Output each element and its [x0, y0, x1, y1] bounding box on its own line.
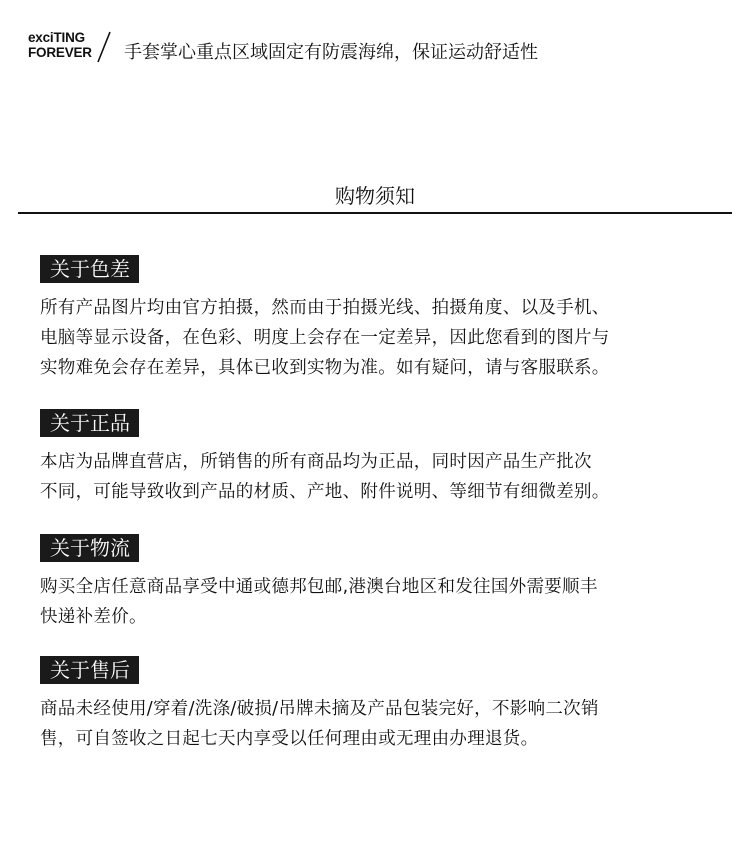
- after-sales-block: [40, 656, 730, 754]
- after-sales-text: [40, 694, 730, 754]
- brand-logo: [28, 30, 94, 60]
- text-line: 不同，可能导致收到产品的材质、产地、附件说明、等细节有细微差别。: [40, 482, 610, 502]
- banner-text: 手套掌心重点区域固定有防震海绵，保证运动舒适性: [124, 42, 538, 63]
- text-line: 购买全店任意商品享受中通或德邦包邮,港澳台地区和发往国外需要顺丰: [40, 577, 598, 597]
- text-line: 售，可自签收之日起七天内享受以任何理由或无理由办理退货。: [40, 729, 539, 749]
- color-difference-block: [40, 255, 730, 383]
- logistics-text: [40, 572, 730, 632]
- text-line: 快递补差价。: [40, 607, 147, 627]
- text-line: 商品未经使用/穿着/洗涤/破损/吊牌未摘及产品包装完好，不影响二次销: [40, 699, 599, 719]
- text-line: 所有产品图片均由官方拍摄，然而由于拍摄光线、拍摄角度、以及手机、: [40, 298, 610, 318]
- logo-line-1: exciTING: [28, 30, 85, 45]
- color-difference-tag: 关于色差: [40, 255, 139, 283]
- logistics-tag: 关于物流: [40, 534, 139, 562]
- text-line: 本店为品牌直营店，所销售的所有商品均为正品，同时因产品生产批次: [40, 452, 592, 472]
- authenticity-block: [40, 409, 730, 507]
- logistics-block: [40, 534, 730, 632]
- title-divider: [18, 212, 732, 214]
- slash-icon: [95, 31, 113, 63]
- authenticity-text: [40, 447, 730, 507]
- after-sales-tag: 关于售后: [40, 656, 139, 684]
- section-title: 购物须知: [335, 184, 415, 208]
- text-line: 实物难免会存在差异，具体已收到实物为准。如有疑问，请与客服联系。: [40, 358, 610, 378]
- logo-line-2: FOREVER: [28, 45, 92, 60]
- authenticity-tag: 关于正品: [40, 409, 139, 437]
- color-difference-text: [40, 293, 730, 383]
- text-line: 电脑等显示设备，在色彩、明度上会存在一定差异，因此您看到的图片与: [40, 328, 610, 348]
- top-banner: [28, 30, 728, 66]
